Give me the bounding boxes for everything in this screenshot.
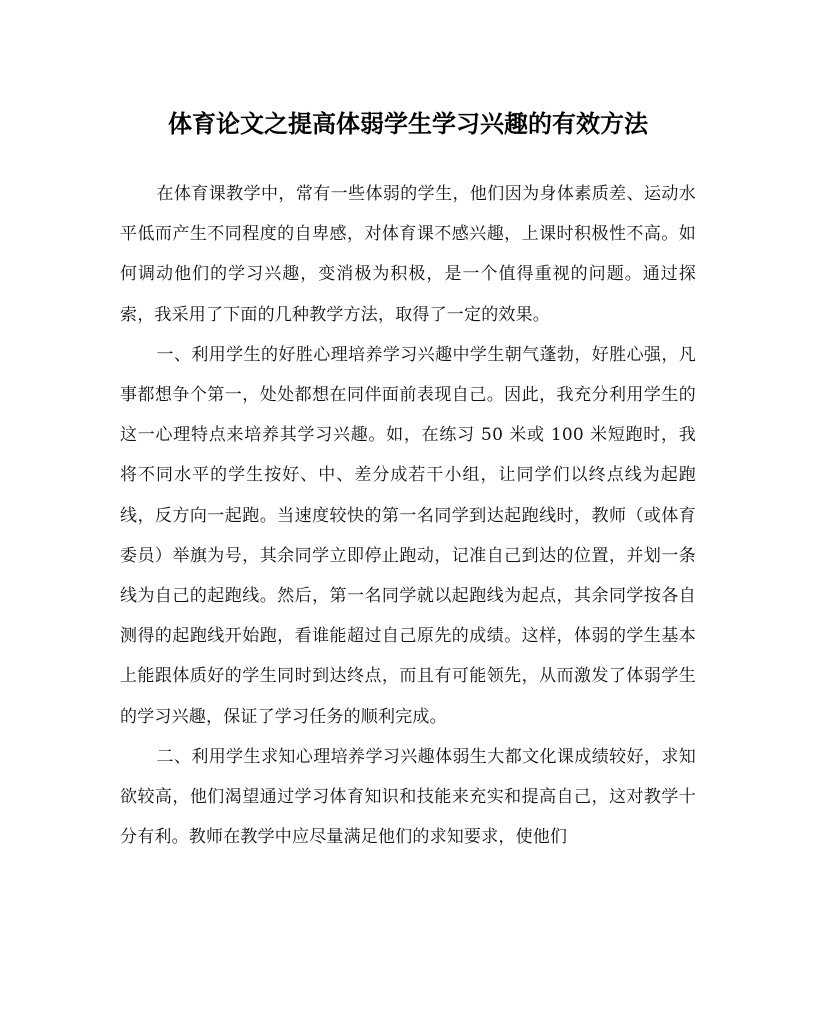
document-body xyxy=(120,174,696,857)
paragraph-section-two: 二、利用学生求知心理培养学习兴趣体弱生大都文化课成绩较好，求知欲较高，他们渴望通过学习体育知识和技能来充实和提高自己，这对教学十分有利。教师在教学中应尽量满足他们的求知要求，使他们 xyxy=(120,746,696,848)
paragraph-section-one: 一、利用学生的好胜心理培养学习兴趣中学生朝气蓬勃，好胜心强，凡事都想争个第一，处处都想在同伴面前表现自己。因此，我充分利用学生的这一心理特点来培养其学习兴趣。如，在练习 50 米或 100 米短跑时，我将不同水平的学生按好、中、差分成若干小组，让同学们以终点线为起跑线，反方向一起跑。当速度较快的第一名同学到达起跑线时，教师（或体育委员）举旗为号，其余同学立即停止跑动，记准自己到达的位置，并划一条线为自己的起跑线。然后，第一名同学就以起跑线为起点，其余同学按各自测得的起跑线开始跑，看谁能超过自己原先的成绩。这样，体弱的学生基本上能跟体质好的学生同时到达终点，而且有可能领先，从而激发了体弱学生的学习兴趣，保证了学习任务的顺利完成。 xyxy=(120,344,696,727)
paragraph-intro: 在体育课教学中，常有一些体弱的学生，他们因为身体素质差、运动水平低而产生不同程度的自卑感，对体育课不感兴趣，上课时积极性不高。如何调动他们的学习兴趣，变消极为积极，是一个值得重视的问题。通过探索，我采用了下面的几种教学方法，取得了一定的效果。 xyxy=(120,184,696,325)
document-title: 体育论文之提高体弱学生学习兴趣的有效方法 xyxy=(168,109,648,138)
